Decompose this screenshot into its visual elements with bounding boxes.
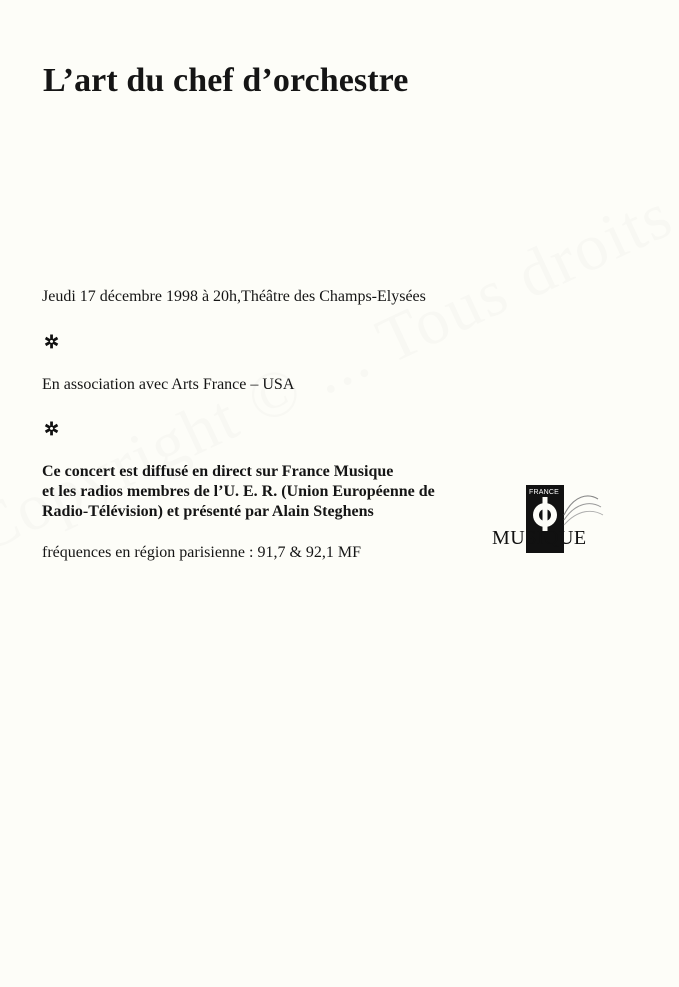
page-title: L’art du chef d’orchestre [43,62,409,99]
ornament-icon: ✲ [44,419,60,439]
event-line: Jeudi 17 décembre 1998 à 20h,Théâtre des Champs-Elysées [42,288,426,305]
broadcast-line-1: Ce concert est diffusé en direct sur France Musique [42,463,394,480]
logo-musique-text: MUSIQUE [492,527,587,549]
logo-france-text: FRANCE [529,489,559,496]
ornament-icon: ✲ [44,332,60,352]
frequency-line: fréquences en région parisienne : 91,7 & 92,1 MF [42,544,362,561]
association-line: En association avec Arts France – USA [42,376,295,393]
broadcast-line-2: et les radios membres de l’U. E. R. (Union Européenne de [42,483,435,500]
broadcast-line-3: Radio-Télévision) et présenté par Alain Steghens [42,503,374,520]
france-musique-logo [490,485,610,555]
